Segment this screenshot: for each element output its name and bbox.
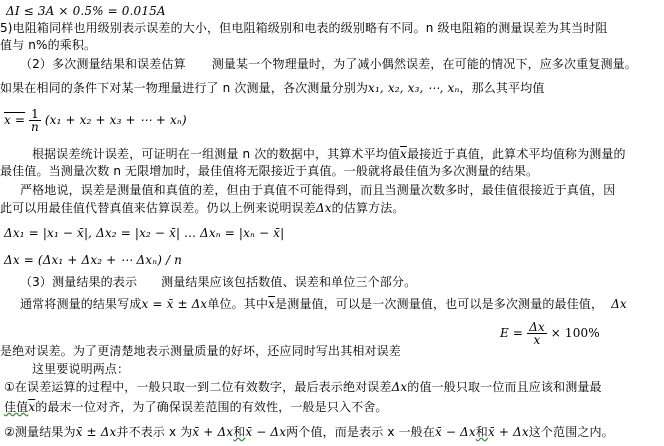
section-heading-result-representation (20, 275, 416, 290)
formula-mean: x = $\frac{1}{n}$ (x₁ + x₂ + x₃ + ⋯ + xₙ) (4, 107, 187, 134)
formula-mean-error: Δx = (Δx₁ + Δx₂ + ⋯ Δxₙ) / n (4, 253, 183, 267)
section-heading-multiple-measurements (20, 57, 637, 72)
fraction-dx-over-x: $\frac{\Delta x}{x}$ (529, 320, 545, 347)
paragraph-absolute-error: 是绝对误差。为了更清楚地表示测量质量的好坏，还应同时写出其相对误差 (0, 344, 401, 358)
paragraph-resistance-box-line2: 值与 n%的乘积。 (0, 38, 97, 52)
point-one-line1: ①在误差运算的过程中，一般只取一到二位有效数字，最后表示绝对误差Δx的值一般只取一位而且应该和测量最 (4, 380, 602, 394)
paragraph-n-measurements: 如果在相同的条件下对某一物理量进行了 n 次测量，各次测量分别为x₁, x₂, x₃, ⋯, xₙ，那么其平均值 (0, 81, 545, 95)
paragraph-strict-definition: 严格地说，误差是测量值和真值的差，但由于真值不可能得到，而且当测量次数多时，最佳值很接近于真值，因 (20, 183, 616, 197)
formula-result: x = x̄ ± Δx (141, 297, 208, 311)
section-title-2: （2）多次测量结果和误差估算 (20, 57, 186, 71)
paragraph-result-form: 通常将测量的结果写成x = x̄ ± Δx单位。其中$\overline{x}$是测量值，可以是一次测量值，也可以是多次测量的最佳值， Δx (20, 297, 627, 311)
formula-individual-errors: Δx₁ = |x₁ − x̄|, Δx₂ = |x₂ − x̄| ... Δxₙ = |xₙ − x̄| (4, 226, 285, 240)
point-two: ②测量结果为x̄ ± Δx并不表示 x 为x̄ + Δx和x̄ − Δx两个值，而是表示 x 一般在x̄ − Δx和x̄ + Δx这个范围之内。 (4, 425, 614, 439)
section-text-3: 测量结果应该包括数值、误差和单位三个部分。 (161, 275, 417, 289)
point-one-line2: 佳值$\overline{x}$的最末一位对齐，为了确保误差范围的有效性，一般是只入不舍。 (4, 400, 388, 414)
section-text-2: 测量某一个物理量时，为了减小偶然误差，在可能的情况下，应多次重复测量。 (211, 57, 637, 71)
formula-current-error: ΔI ≤ 3A × 0.5% = 0.015A (6, 4, 166, 18)
paragraph-arithmetic-mean: 根据误差统计误差，可证明在一组测量 n 次的数据中，其算术平均值$\overline{x}$最接近于真值，此算术平均值称为测量的 (32, 147, 626, 161)
fraction-one-over-n: $\frac{1}{n}$ (31, 107, 39, 134)
section-title-3: （3）测量结果的表示 (20, 275, 138, 289)
paragraph-estimate-method: 此可以用最佳值代替真值来估算误差。仍以上例来说明误差Δx的估算方法。 (0, 201, 405, 215)
paragraph-best-value: 最佳值。当测量次数 n 无限增加时，最佳值将无限接近于真值。一般就将最佳值为多次测量的结果。 (0, 164, 539, 178)
formula-relative-error: E = $\frac{\Delta x}{x}$ × 100% (500, 320, 600, 347)
paragraph-two-points: 这里要说明两点： (32, 362, 130, 376)
measurement-series: x₁, x₂, x₃, ⋯, xₙ (368, 81, 460, 95)
paragraph-resistance-box-line1: 5)电阻箱同样也用级别表示误差的大小，但电阻箱级别和电表的级别略有不同。n 级电阻箱的测量误差为其当时阻 (0, 21, 608, 35)
